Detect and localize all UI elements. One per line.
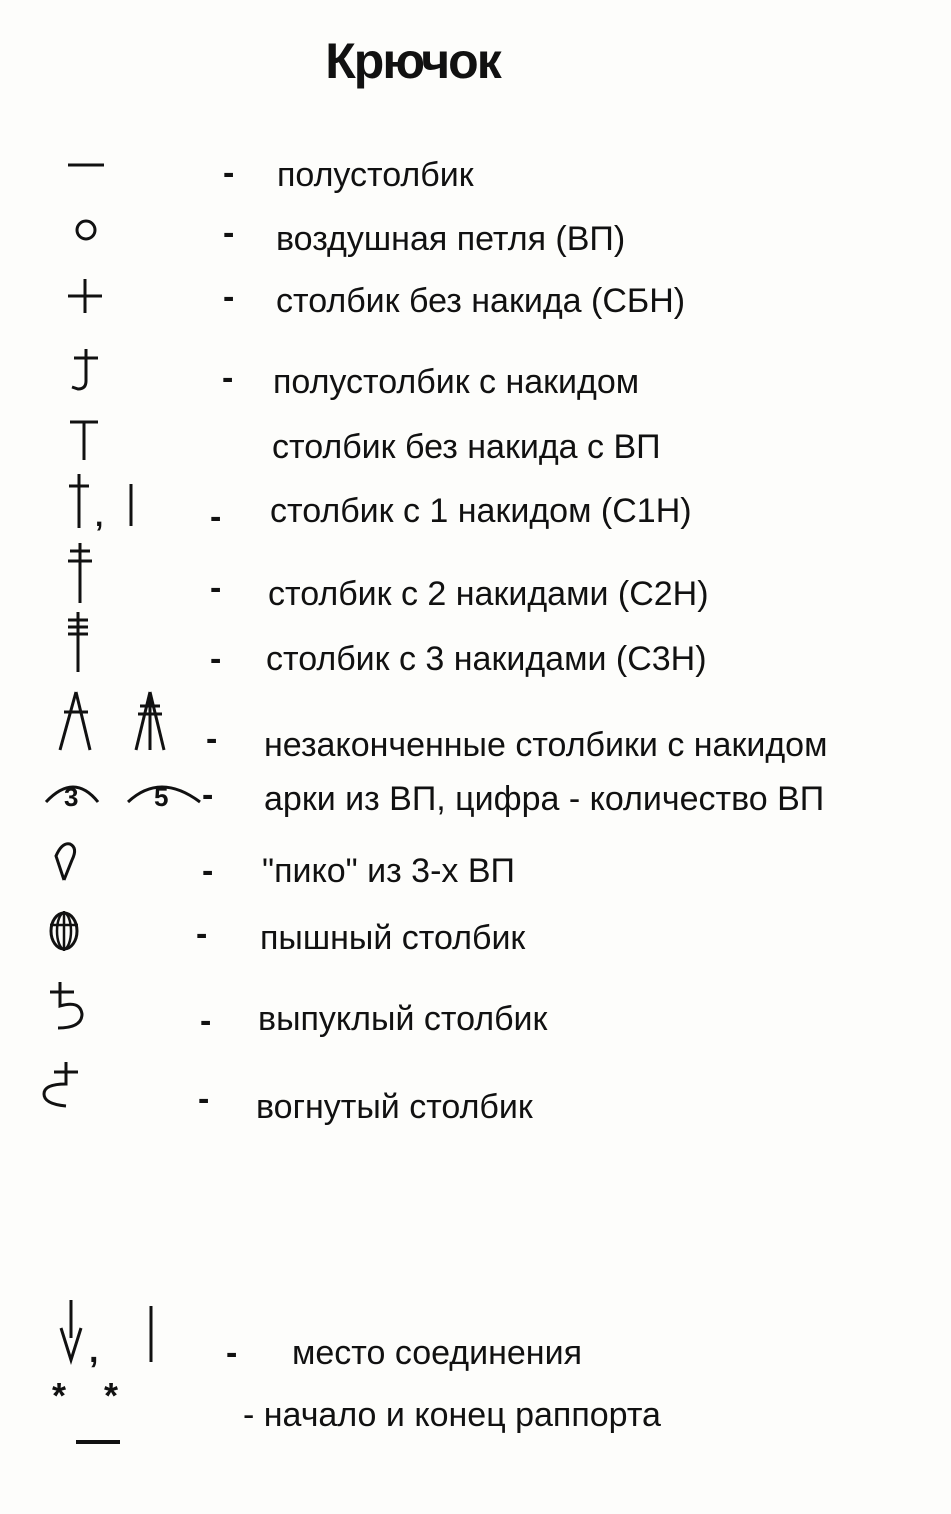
repeat-stars: * * (52, 1375, 133, 1416)
dagger-three-icon (60, 612, 120, 677)
legend-row-arches (0, 770, 951, 830)
repeat-stars-icon (52, 1375, 162, 1444)
legend-row-dc3 (0, 612, 951, 678)
legend-row-join (0, 1298, 951, 1372)
legend-row-picot (0, 838, 951, 898)
dagger-one-icon (55, 470, 145, 535)
legend-row-chain (0, 212, 951, 272)
legend-row-sc-ch (0, 412, 951, 472)
hook-cross-icon (60, 345, 120, 400)
legend-description: место соединения (292, 1334, 582, 1372)
raised-stitch-icon (44, 978, 104, 1038)
svg-text:,: , (89, 1332, 99, 1368)
dash-separator: - (226, 1334, 238, 1372)
dash-separator: - (210, 498, 222, 536)
legend-description: столбик с 2 накидами (С2Н) (268, 575, 709, 613)
dash-separator: - (202, 776, 214, 814)
dash-separator: - (223, 278, 235, 316)
legend-description: воздушная петля (ВП) (276, 220, 626, 258)
legend-row-dc2 (0, 543, 951, 613)
svg-text:,: , (95, 500, 104, 533)
legend-row-repeat (0, 1375, 951, 1468)
legend-row-raised (0, 978, 951, 1038)
tee-icon (60, 412, 120, 467)
puff-stitch-icon (46, 905, 106, 960)
dash-separator: - (222, 359, 234, 397)
dash-separator: - (210, 640, 222, 678)
arch-number: 3 (64, 782, 79, 812)
dagger-two-icon (60, 543, 120, 608)
arches-icon (40, 770, 210, 820)
dash-separator: - (223, 214, 235, 252)
legend-description: столбик с 1 накидом (С1Н) (270, 492, 692, 530)
legend-description: пышный столбик (260, 919, 526, 957)
join-arrow-icon (55, 1298, 165, 1368)
legend-description: столбик с 3 накидами (С3Н) (266, 640, 707, 678)
legend-description: столбик без накида с ВП (272, 428, 661, 466)
legend-description: выпуклый столбик (258, 1000, 548, 1038)
legend-row-hdc (0, 345, 951, 405)
legend-description: "пико" из 3-х ВП (262, 852, 515, 890)
arch-number: 5 (154, 782, 169, 812)
legend-row-half-stitch (0, 150, 951, 210)
legend-row-sc (0, 276, 951, 336)
dash-separator: - (202, 852, 214, 890)
legend-description: вогнутый столбик (256, 1088, 533, 1126)
recessed-stitch-icon (40, 1058, 100, 1118)
legend-description: столбик без накида (СБН) (276, 282, 686, 320)
legend-description: полустолбик с накидом (273, 363, 640, 401)
dash-separator: - (210, 569, 222, 607)
legend-row-unfinished (0, 690, 951, 764)
picot-icon (50, 838, 110, 888)
legend-description: - начало и конец раппорта (243, 1396, 661, 1434)
page-title: Крючок (325, 33, 500, 89)
legend-description: незаконченные столбики с накидом (264, 726, 828, 764)
dash-separator: - (196, 915, 208, 953)
legend-description: арки из ВП, цифра - количество ВП (264, 780, 825, 818)
dash-separator: - (198, 1080, 210, 1118)
legend-row-dc1 (0, 470, 951, 536)
dash-separator: - (223, 154, 235, 192)
chain-circle-icon (60, 212, 120, 262)
unfinished-stitches-icon (50, 690, 180, 755)
legend-row-recessed (0, 1058, 951, 1126)
plus-icon (60, 276, 120, 326)
half-stitch-icon (60, 150, 120, 200)
dash-separator: - (206, 720, 218, 758)
legend-row-puff (0, 905, 951, 965)
legend-description: полустолбик (277, 156, 474, 194)
dash-separator: - (200, 1002, 212, 1040)
